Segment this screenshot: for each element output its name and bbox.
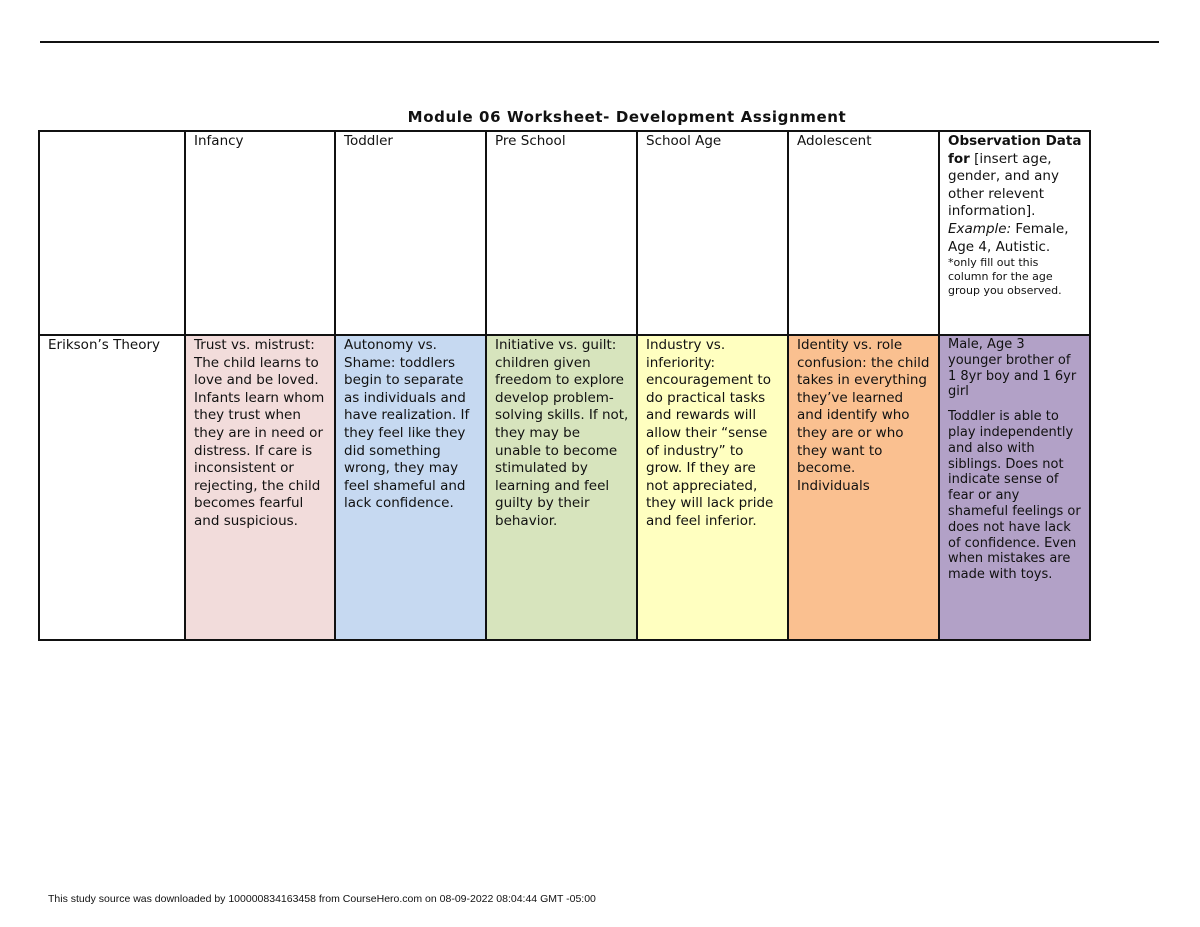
cell-toddler: Autonomy vs. Shame: toddlers begin to separate as individuals and have realization. If they feel like they did something wrong, they may feel shameful and lack confidence. [335,335,486,640]
col-header-preschool: Pre School [486,131,637,335]
col-header-adolescent: Adolescent [788,131,939,335]
cell-infancy: Trust vs. mistrust: The child learns to love and be loved. Infants learn whom they trust when they are in need or distress. If care is inconsistent or rejecting, the child becomes fearful and suspicious. [185,335,335,640]
cell-school-age: Industry vs. inferiority: encouragement to do practical tasks and rewards will allow their “sense of industry” to grow. If they are not appreciated, they will lack pride and feel inferior. [637,335,788,640]
example-text: Female, Age 4, Autistic. [948,220,1069,255]
cell-observation [939,335,1090,640]
development-table [38,130,1091,641]
worksheet-title: Module 06 Worksheet- Development Assignment [407,108,847,126]
header-rule [40,41,1159,43]
row-label-erikson: Erikson’s Theory [39,335,185,640]
col-header-toddler: Toddler [335,131,486,335]
observation-instructions: [insert age, gender, and any other relevent information]. [948,150,1059,220]
cell-adolescent: Identity vs. role confusion: the child takes in everything they’ve learned and identify who they are or who they want to become. Individuals [788,335,939,640]
col-header-infancy: Infancy [185,131,335,335]
col-header-school-age: School Age [637,131,788,335]
col-header-observation [939,131,1090,335]
row-label-header [39,131,185,335]
example-label: Example: [948,220,1012,237]
observation-note: *only fill out this column for the age group you observed. [948,256,1062,298]
download-footer: This study source was downloaded by 100000834163458 from CourseHero.com on 08-09-2022 08:04:44 GMT -05:00 [48,893,596,905]
observation-notes: Toddler is able to play independently and also with siblings. Does not indicate sense of fear or any shameful feelings or does not have lack of confidence. Even when mistakes are made with toys. [948,409,1081,583]
observation-subject: Male, Age 3 younger brother of 1 8yr boy and 1 6yr girl [948,337,1077,400]
erikson-row [39,335,1090,640]
observation-heading: Observation Data for [948,133,1082,167]
header-row [39,131,1090,335]
cell-preschool: Initiative vs. guilt: children given freedom to explore develop problem-solving skills. If not, they may be unable to become stimulated by learning and feel guilty by their behavior. [486,335,637,640]
